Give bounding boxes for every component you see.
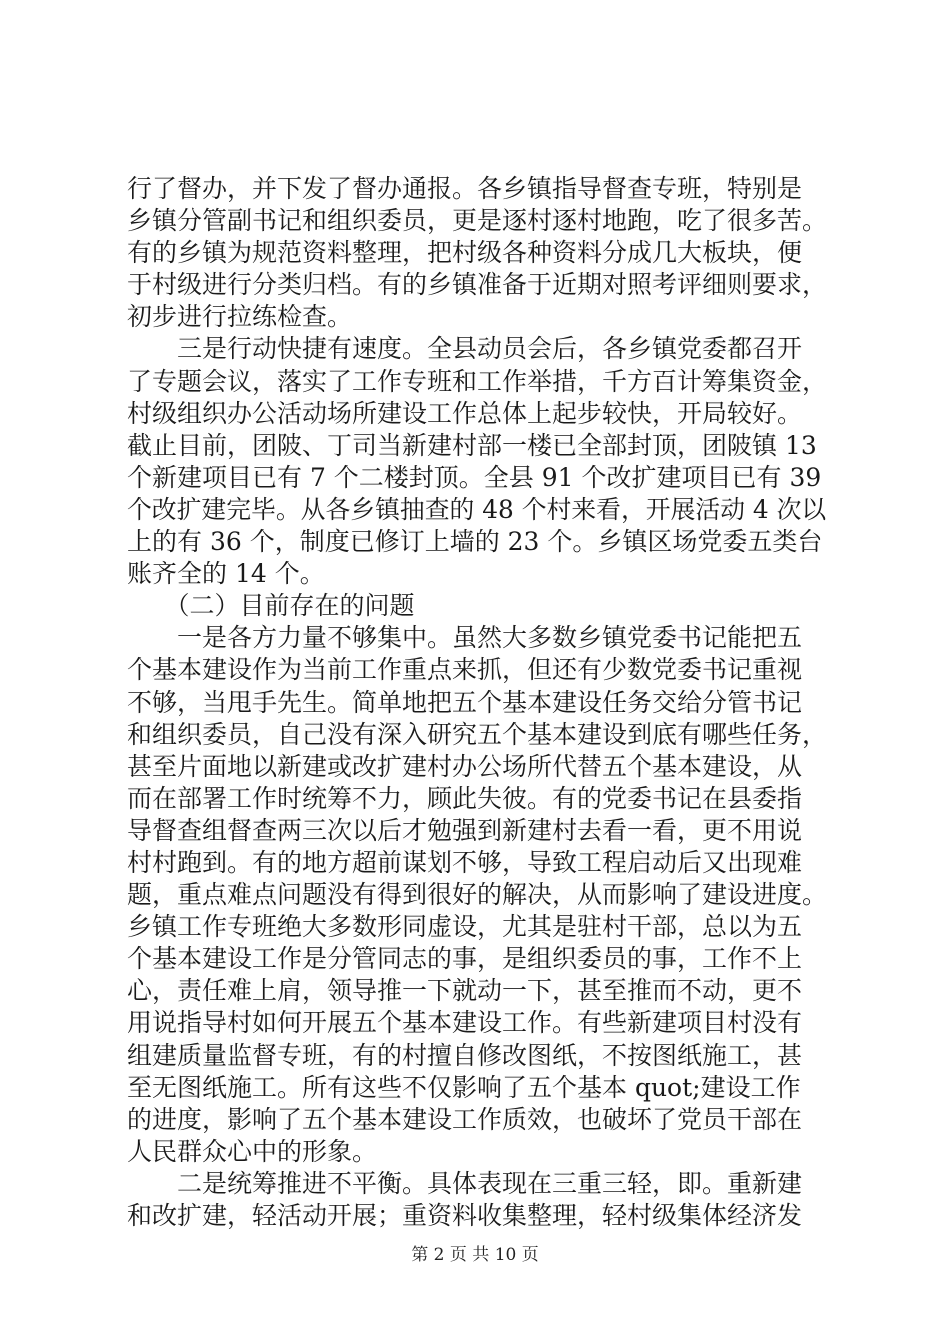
text-line: 导督查组督查两三次以后才勉强到新建村去看一看，更不用说 — [127, 815, 803, 845]
text-line: （二）目前存在的问题 — [127, 591, 415, 621]
text-line: 村级组织办公活动场所建设工作总体上起步较快，开局较好。 — [127, 398, 803, 428]
text-line: 用说指导村如何开展五个基本建设工作。有些新建项目村没有 — [127, 1008, 803, 1038]
text-line: 的进度，影响了五个基本建设工作质效，也破坏了党员干部在 — [127, 1104, 803, 1134]
text-line: 不够，当甩手先生。简单地把五个基本建设任务交给分管书记 — [127, 687, 803, 717]
text-line: 组建质量监督专班，有的村擅自修改图纸，不按图纸施工，甚 — [127, 1040, 803, 1070]
text-line: 而在部署工作时统筹不力，顾此失彼。有的党委书记在县委指 — [127, 783, 803, 813]
text-line: 乡镇分管副书记和组织委员，更是逐村逐村地跑，吃了很多苦。 — [127, 206, 828, 236]
text-line: 心，责任难上肩，领导推一下就动一下，甚至推而不动，更不 — [127, 976, 803, 1006]
text-line: 初步进行拉练检查。 — [127, 302, 353, 332]
text-line: 题，重点难点问题没有得到很好的解决，从而影响了建设进度。 — [127, 880, 828, 910]
document-body — [127, 173, 827, 1232]
text-line: 至无图纸施工。所有这些不仅影响了五个基本 quot;建设工作 — [127, 1072, 801, 1102]
text-line: 个改扩建完毕。从各乡镇抽查的 48 个村来看，开展活动 4 次以 — [127, 494, 827, 524]
text-line: 账齐全的 14 个。 — [127, 559, 325, 589]
text-line: 和组织委员，自己没有深入研究五个基本建设到底有哪些任务， — [127, 719, 828, 749]
text-line: 个新建项目已有 7 个二楼封顶。全县 91 个改扩建项目已有 39 — [127, 462, 822, 492]
text-line: 人民群众心中的形象。 — [127, 1136, 378, 1166]
text-line: 个基本建设作为当前工作重点来抓，但还有少数党委书记重视 — [127, 655, 803, 685]
text-line: 上的有 36 个，制度已修订上墙的 23 个。乡镇区场党委五类台 — [127, 527, 823, 557]
text-line: 于村级进行分类归档。有的乡镇准备于近期对照考评细则要求， — [127, 270, 828, 300]
text-line: 截止目前，团陂、丁司当新建村部一楼已全部封顶，团陂镇 13 — [127, 430, 817, 460]
text-line: 了专题会议，落实了工作专班和工作举措，千方百计筹集资金， — [127, 366, 828, 396]
text-line: 村村跑到。有的地方超前谋划不够，导致工程启动后又出现难 — [127, 847, 803, 877]
page-footer: 第 2 页 共 10 页 — [411, 1245, 539, 1265]
text-line: 一是各方力量不够集中。虽然大多数乡镇党委书记能把五 — [127, 623, 803, 653]
text-line: 行了督办，并下发了督办通报。各乡镇指导督查专班，特别是 — [127, 174, 803, 203]
text-line: 二是统筹推进不平衡。具体表现在三重三轻，即。重新建 — [127, 1168, 803, 1198]
text-line: 三是行动快捷有速度。全县动员会后，各乡镇党委都召开 — [127, 334, 803, 364]
text-line: 有的乡镇为规范资料整理，把村级各种资料分成几大板块，便 — [127, 238, 803, 268]
text-line: 甚至片面地以新建或改扩建村办公场所代替五个基本建设，从 — [127, 751, 803, 781]
text-line: 和改扩建，轻活动开展；重资料收集整理，轻村级集体经济发 — [127, 1201, 803, 1230]
text-line: 乡镇工作专班绝大多数形同虚设，尤其是驻村干部，总以为五 — [127, 912, 803, 942]
text-line: 个基本建设工作是分管同志的事，是组织委员的事，工作不上 — [127, 944, 803, 974]
